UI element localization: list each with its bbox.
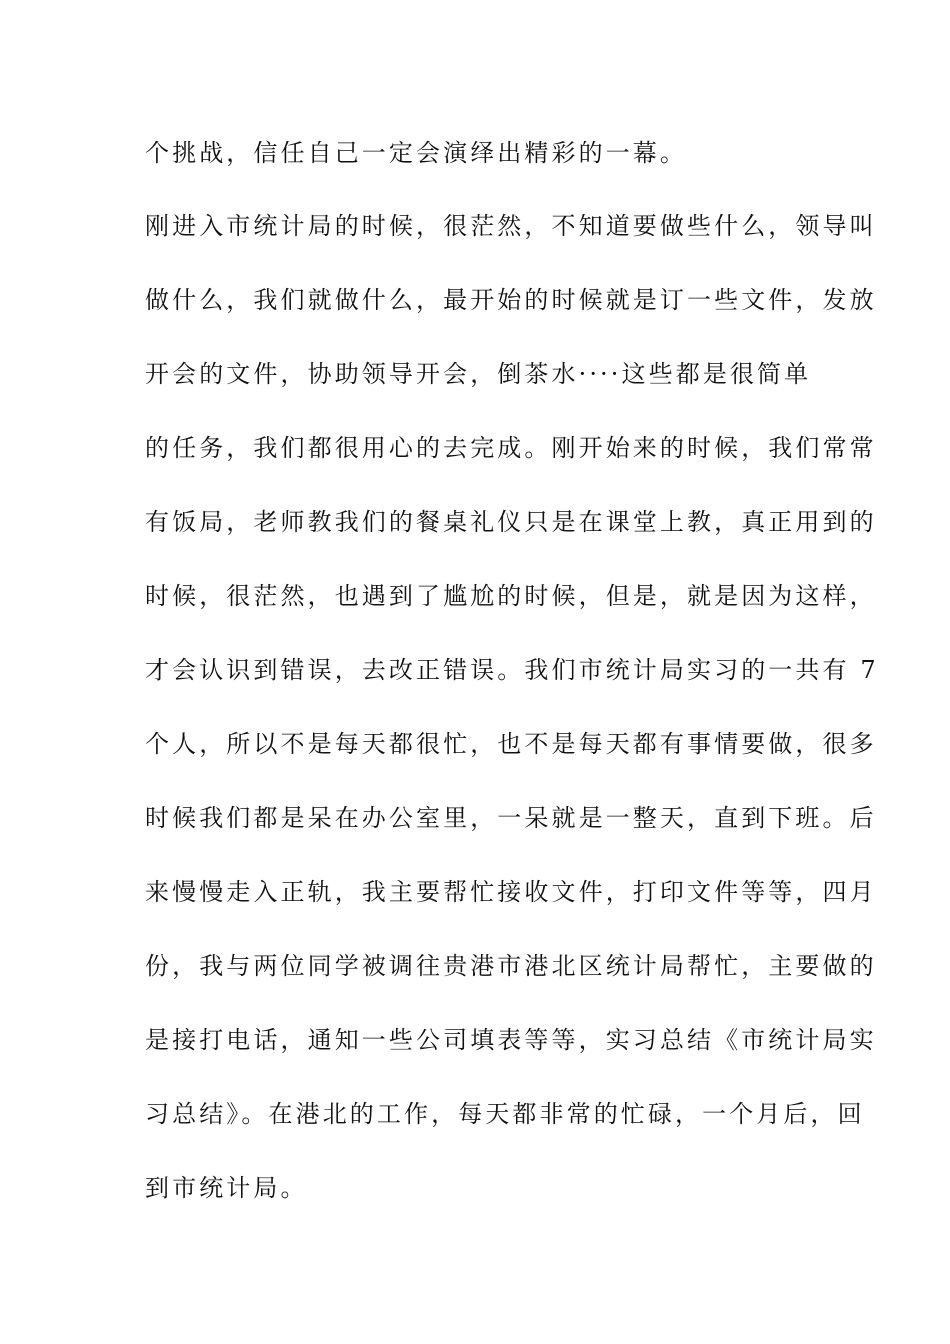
text-line: 来慢慢走入正轨，我主要帮忙接收文件，打印文件等等，四月 — [145, 878, 877, 906]
text-line: 个人，所以不是每天都很忙，也不是每天都有事情要做，很多 — [145, 730, 877, 758]
text-line: 时候我们都是呆在办公室里，一呆就是一整天，直到下班。后 — [145, 804, 877, 832]
text-line: 习总结》。在港北的工作，每天都非常的忙碌，一个月后，回 — [145, 1100, 865, 1128]
text-line: 有饭局，老师教我们的餐桌礼仪只是在课堂上教，真正用到的 — [145, 508, 877, 536]
text-line: 做什么，我们就做什么，最开始的时候就是订一些文件，发放 — [145, 286, 877, 314]
text-line: 份，我与两位同学被调往贵港市港北区统计局帮忙，主要做的 — [145, 952, 877, 980]
text-line: 是接打电话，通知一些公司填表等等，实习总结《市统计局实 — [145, 1026, 877, 1054]
text-line: 刚进入市统计局的时候，很茫然，不知道要做些什么，领导叫 — [145, 212, 877, 240]
text-line: 开会的文件，协助领导开会，倒茶水····这些都是很简单 — [145, 360, 812, 388]
text-line: 的任务，我们都很用心的去完成。刚开始来的时候，我们常常 — [145, 434, 877, 462]
text-line: 时候，很茫然，也遇到了尴尬的时候，但是，就是因为这样， — [145, 582, 877, 610]
text-line: 才会认识到错误，去改正错误。我们市统计局实习的一共有 7 — [145, 656, 879, 684]
text-line: 到市统计局。 — [145, 1174, 308, 1202]
text-line: 个挑战，信任自己一定会演绎出精彩的一幕。 — [145, 139, 687, 167]
